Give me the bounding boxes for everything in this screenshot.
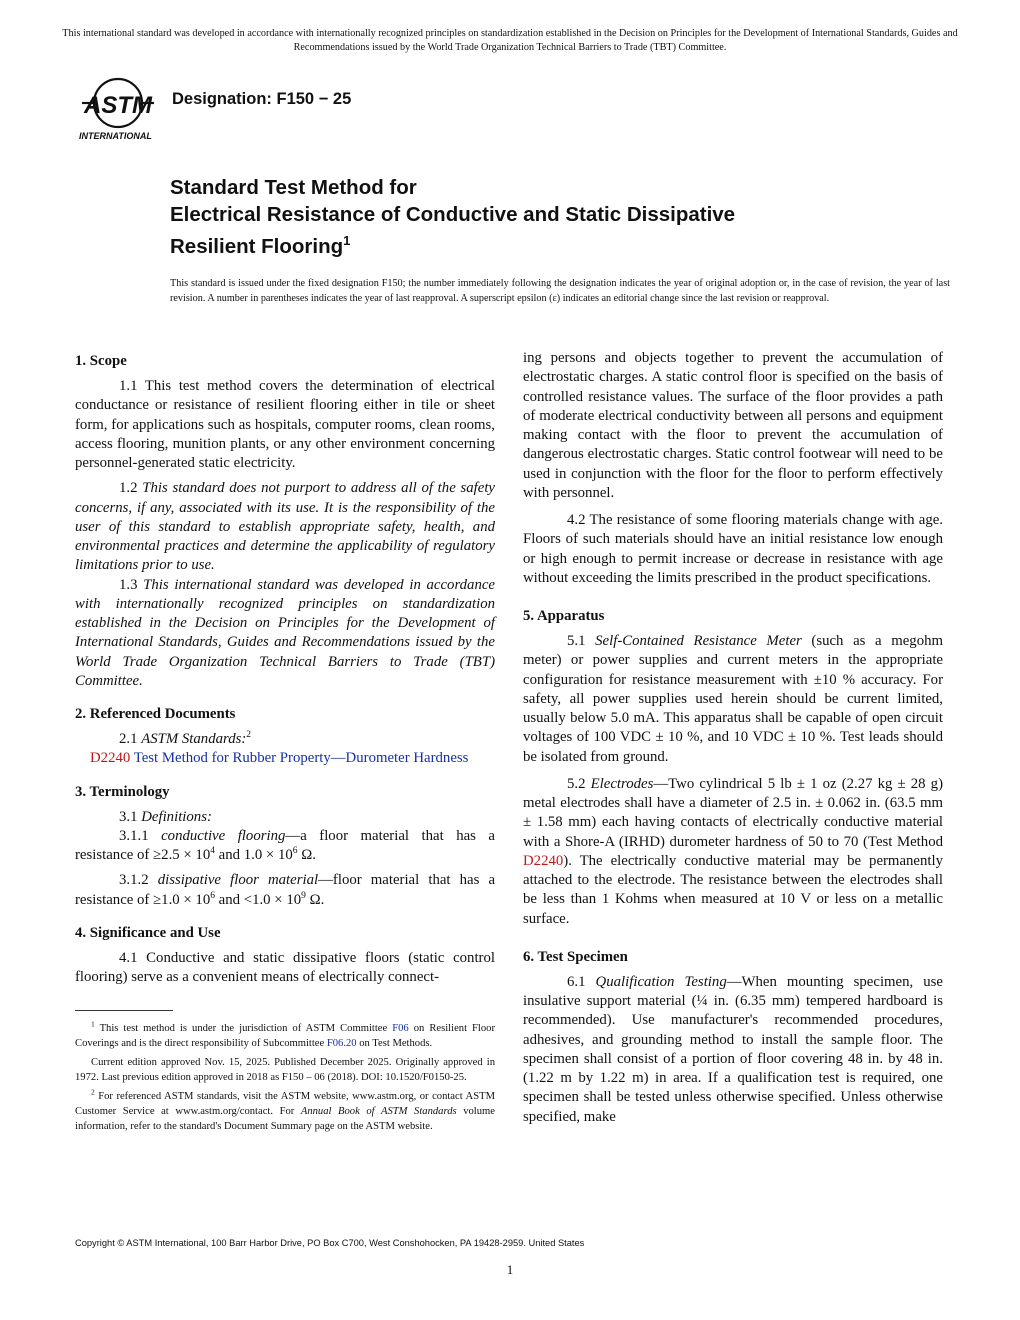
para-4-1-cont: ing persons and objects together to prevent the accumulation of electrostatic charges. A static control floor is specified on the basis of controlled resistance values. The surface of the floor provides a path of moderate electrical conductivity between all persons and equipment making contact with the floor to prevent the accumulation of dangerous electrostatic charges. Static control footwear will need to be used in conjunction with the floor for the floor to perform effectively with personnel. — [523, 350, 943, 501]
right-column — [523, 349, 943, 1127]
logo-text: ASTM — [84, 92, 152, 119]
issue-note: This standard is issued under the fixed designation F150; the number immediately following the designation indicates the year of original adoption or, in the case of revision, the year of last revision. A number in parentheses indicates the year of last reapproval. A superscript epsilon (ε) indicates an editorial change since the last revision or reapproval. — [170, 278, 950, 304]
footnote-2: $^2$ For referenced ASTM standards, visit the ASTM website, www.astm.org, or contact ASTM Customer Service at www.astm.org/contact. For Annual Book of ASTM Standards volume information, refer to the standard's Document Summary page on the ASTM website. — [75, 1087, 495, 1132]
para-4-1-start: 4.1 Conductive and static dissipative floors (static control flooring) serve as a convenient means of electrically connect- — [75, 949, 495, 985]
para-1-3: 1.3 This international standard was developed in accordance with internationally recognized principles on standardization established in the Decision on Principles for the Development of International Standards, Guides and Recommendations issued by the World Trade Organization Technical Barriers to Trade (TBT) Committee. — [75, 576, 495, 689]
section-heading-scope: 1. Scope — [75, 353, 127, 369]
ref-code-link[interactable]: D2240 — [90, 750, 131, 767]
designation: Designation: F150 − 25 — [172, 90, 352, 108]
logo-subtext: INTERNATIONAL — [79, 131, 152, 141]
title-footnote-mark: 1 — [343, 233, 351, 248]
para-6-1: 6.1 Qualification Testing—When mounting specimen, use insulative support material (¼ in. (6.35 mm) tempered hardboard is recommended). Use manufacturer's recommended procedures, adhesives, and grounding method to install the sample floor. The specimen shall consist of a portion of floor covering 48 in. by 48 in. (1.22 m by 1.22 m) in area. If a qualification test is required, one specimen shall be tested unless otherwise specified. Unless otherwise specified, make — [523, 973, 943, 1125]
section-heading-significance: 4. Significance and Use — [75, 924, 221, 941]
para-1-2: 1.2 This standard does not purport to address all of the safety concerns, if any, associated with its use. It is the responsibility of the user of this standard to establish appropriate safety, health, and environmental practices and determine the applicability of regulatory limitations prior to use. — [75, 480, 495, 574]
para-2-1: 2.1 ASTM Standards:$^2$ — [119, 730, 252, 747]
section-heading-specimen: 6. Test Specimen — [523, 948, 628, 965]
para-5-1: 5.1 Self-Contained Resistance Meter (such as a megohm meter) or power supplies and current meters in the appropriate configuration for resistance measurement with ±10 % accuracy. For safety, all power supplies used herein should be current limited, usually below 5.0 mA. This apparatus shall be capable of open circuit voltages of 100 VDC ± 10 %, and 10 VDC ± 10 %. Test leads should be isolated from ground. — [523, 633, 944, 765]
copyright-line: Copyright © ASTM International, 100 Barr Harbor Drive, PO Box C700, West Conshohocken, PA 19428-2959. United States — [75, 1238, 585, 1248]
top-notice: This international standard was developed in accordance with internationally recognized principles on standardization established in the Decision on Principles for the Development of International Standards, Guides and Recommendations issued by the World Trade Organization Technical Barriers to Trade (TBT) Committee. — [62, 28, 958, 53]
link-f06[interactable]: F06 — [392, 1023, 409, 1034]
astm-logo-mark — [82, 79, 154, 127]
document-title — [170, 175, 950, 260]
title-line-1: Standard Test Method for — [170, 176, 417, 199]
astm-logo — [76, 76, 162, 146]
para-4-2: 4.2 The resistance of some flooring materials change with age. Floors of such materials should have an initial resistance low enough or high enough to permit increase or decrease in resistance with age without exceeding the limits prescribed in the product specifications. — [523, 512, 943, 586]
section-heading-terminology: 3. Terminology — [75, 783, 170, 800]
ref-d2240-link[interactable]: D2240 — [523, 852, 564, 869]
left-column — [75, 349, 495, 987]
para-5-2: 5.2 Electrodes—Two cylindrical 5 lb ± 1 oz (2.27 kg ± 28 g) metal electrodes shall have a diameter of 2.5 in. ± 0.062 in. (63.5 mm ± 1.58 mm) each having contacts of electrically conductive material with a Shore-A (IRHD) durometer hardness of 50 to 70 (Test Method D2240). The electrically conductive material may be permanently attached to the electrode. The resistance between the electrodes shall be less than 1 Kohms when measured at 10 V or less on a metallic surface. — [523, 775, 944, 927]
section-heading-referenced: 2. Referenced Documents — [75, 706, 236, 722]
footnote-edition: Current edition approved Nov. 15, 2025. Published December 2025. Originally approved in 1972. Last previous edition approved in 2018 as F150 – 06 (2018). DOI: 10.1520/F0150-25. — [75, 1057, 495, 1083]
para-3-1: 3.1 Definitions: — [119, 808, 212, 825]
title-line-2: Electrical Resistance of Conductive and Static Dissipative — [170, 202, 736, 226]
reference-d2240[interactable] — [75, 749, 495, 768]
para-3-1-1: 3.1.1 conductive flooring—a floor material that has a resistance of $\ge 2.5 \times 10^4$ and $1.0 \times 10^6$ Ω. — [75, 827, 495, 863]
ref-title-link[interactable]: Test Method for Rubber Property—Durometer Hardness — [133, 750, 469, 767]
para-3-1-2: 3.1.2 dissipative floor material—floor material that has a resistance of $\ge 1.0 \times 10^6$ and $<1.0 \times 10^9$ Ω. — [75, 872, 496, 908]
para-1-1: 1.1 This test method covers the determination of electrical conductance or resistance of resilient flooring either in tile or sheet form, for applications such as hospitals, computer rooms, clean rooms, access flooring, munition plants, or any other environment concerning personnel-generated static electricity. — [75, 378, 495, 471]
footnote-1: $^1$ This test method is under the jurisdiction of ASTM Committee F06 on Resilient Floor Coverings and is the direct responsibility of Subcommittee F06.20 on Test Methods. — [75, 1019, 495, 1049]
page-number: 1 — [506, 1262, 514, 1277]
section-heading-apparatus: 5. Apparatus — [523, 608, 605, 624]
footnotes — [75, 1021, 495, 1134]
link-f06-20[interactable]: F06.20 — [326, 1038, 357, 1049]
title-line-3: Resilient Flooring$^1$ — [170, 233, 351, 258]
footnote-rule — [75, 1010, 173, 1011]
